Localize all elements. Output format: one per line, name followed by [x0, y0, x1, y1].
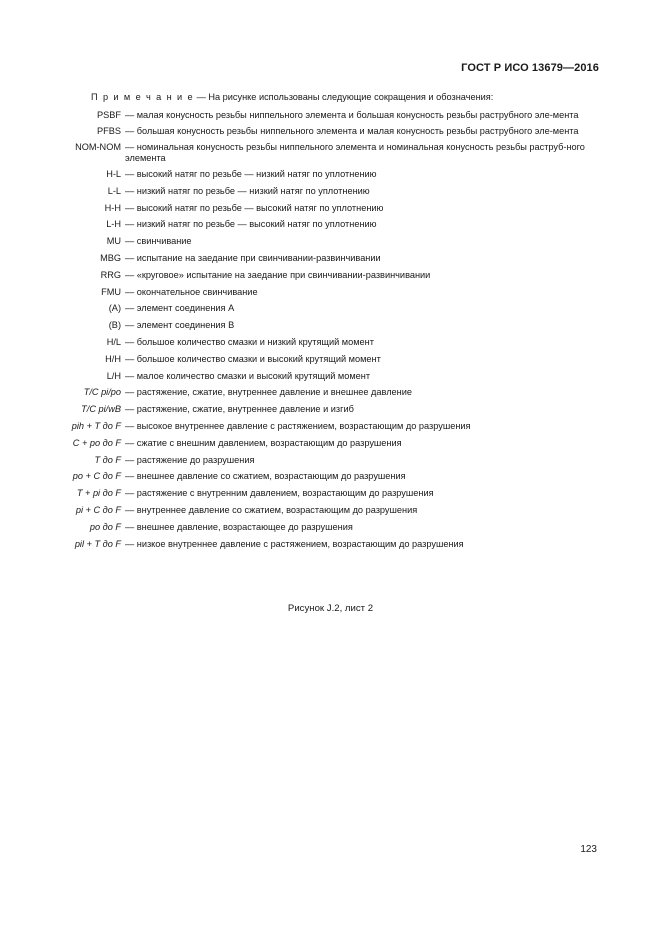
definition-description: — внешнее давление со сжатием, возрастающим до разрушения	[125, 471, 406, 482]
definition-row	[0, 126, 661, 137]
definition-row	[0, 522, 661, 533]
definition-row	[0, 270, 661, 281]
definition-row	[0, 539, 661, 550]
definition-term: H/L	[106, 336, 121, 347]
definition-row	[0, 404, 661, 415]
definitions-list	[0, 110, 661, 555]
definition-description: — высокий натяг по резьбе — высокий натяг по уплотнению	[125, 202, 384, 213]
definition-term: NOM-NOM	[75, 142, 121, 152]
definition-term: (A)	[108, 303, 121, 314]
definition-description: — сжатие с внешним давлением, возрастающим до разрушения	[125, 437, 402, 448]
definition-row	[0, 287, 661, 298]
definition-row	[0, 186, 661, 197]
definition-term: PSBF	[97, 110, 121, 120]
definition-description: — низкий натяг по резьбе — высокий натяг по уплотнению	[125, 219, 377, 230]
definition-term: L-H	[106, 219, 121, 230]
definition-row	[0, 471, 661, 482]
definition-term: H/H	[105, 353, 121, 364]
definition-description: — малая конусность резьбы ниппельного элемента и большая конусность резьбы раструбного эле-мента	[125, 110, 579, 120]
definition-term: C + po до F	[72, 437, 121, 448]
definition-description: — «круговое» испытание на заедание при свинчивании-развинчивании	[125, 269, 431, 280]
definition-term: T/C pi/wB	[81, 404, 121, 415]
note-label: П р и м е ч а н и е	[91, 92, 195, 102]
definition-description: — элемент соединения А	[125, 303, 235, 314]
definition-description: — малое количество смазки и высокий крутящий момент	[125, 370, 371, 381]
document-header: ГОСТ Р ИСО 13679—2016	[461, 62, 599, 74]
definition-term: po до F	[89, 521, 121, 532]
definition-description: — окончательное свинчивание	[125, 286, 258, 297]
definition-row	[0, 236, 661, 247]
definition-description: — внутреннее давление со сжатием, возрастающим до разрушения	[125, 504, 418, 515]
definition-row	[0, 387, 661, 398]
definition-term: (B)	[108, 320, 121, 331]
definition-row	[0, 354, 661, 365]
definition-description: — растяжение с внутренним давлением, возрастающим до разрушения	[125, 488, 434, 499]
definition-term: pil + T до F	[74, 538, 121, 549]
definition-description: — большая конусность резьбы ниппельного элемента и малая конусность резьбы раструбного эле-мента	[125, 126, 579, 136]
definition-description: — большое количество смазки и низкий крутящий момент	[125, 336, 374, 347]
definition-description: — свинчивание	[125, 236, 192, 247]
definition-term: pih + T до F	[71, 420, 121, 431]
definition-row	[0, 337, 661, 348]
definition-row	[0, 371, 661, 382]
definition-row	[0, 320, 661, 331]
definition-term: T/C pi/po	[83, 387, 121, 398]
definition-description: — высокий натяг по резьбе — низкий натяг по уплотнению	[125, 169, 377, 179]
note-line	[91, 92, 493, 102]
definition-term: MBG	[100, 252, 121, 263]
definition-row	[0, 110, 661, 121]
definition-term: FMU	[101, 286, 121, 297]
definition-description: — испытание на заедание при свинчивании-развинчивании	[125, 252, 381, 263]
definition-row	[0, 169, 661, 180]
definition-term: L-L	[107, 185, 121, 196]
definition-row	[0, 438, 661, 449]
definition-term: PFBS	[97, 126, 121, 136]
definition-term: T + pi до F	[76, 488, 121, 499]
page-number: 123	[580, 844, 597, 855]
definition-description: — низкое внутреннее давление с растяжением, возрастающим до разрушения	[125, 538, 464, 549]
definition-term: pi + C до F	[75, 504, 121, 515]
definition-row	[0, 421, 661, 432]
definition-row	[0, 253, 661, 264]
definition-description: — большое количество смазки и высокий крутящий момент	[125, 353, 381, 364]
definition-description: — номинальная конусность резьбы ниппельного элемента и номинальная конусность резьбы раструб-ного элемента	[125, 142, 585, 163]
definition-description: — растяжение, сжатие, внутреннее давление и внешнее давление	[125, 387, 412, 398]
definition-term: H-L	[106, 169, 121, 179]
definition-term: MU	[106, 236, 121, 247]
definition-description: — высокое внутреннее давление с растяжением, возрастающим до разрушения	[125, 420, 471, 431]
definition-description: — низкий натяг по резьбе — низкий натяг по уплотнению	[125, 185, 370, 196]
definition-row	[0, 219, 661, 230]
definition-row	[0, 488, 661, 499]
note-text: — На рисунке использованы следующие сокращения и обозначения:	[194, 92, 494, 102]
definition-description: — внешнее давление, возрастающее до разрушения	[125, 521, 353, 532]
definition-description: — растяжение до разрушения	[125, 454, 255, 465]
definition-term: H-H	[104, 202, 121, 213]
definition-description: — растяжение, сжатие, внутреннее давление и изгиб	[125, 404, 354, 415]
definition-term: po + C до F	[72, 471, 121, 482]
definition-term: T до F	[94, 454, 121, 465]
definition-term: L/H	[106, 370, 121, 381]
definition-row	[0, 505, 661, 516]
definition-row	[0, 203, 661, 214]
definition-row	[0, 303, 661, 314]
definition-row	[0, 142, 661, 164]
definition-row	[0, 455, 661, 466]
figure-caption: Рисунок J.2, лист 2	[287, 603, 374, 614]
definition-description: — элемент соединения В	[125, 320, 235, 331]
definition-term: RRG	[100, 269, 121, 280]
